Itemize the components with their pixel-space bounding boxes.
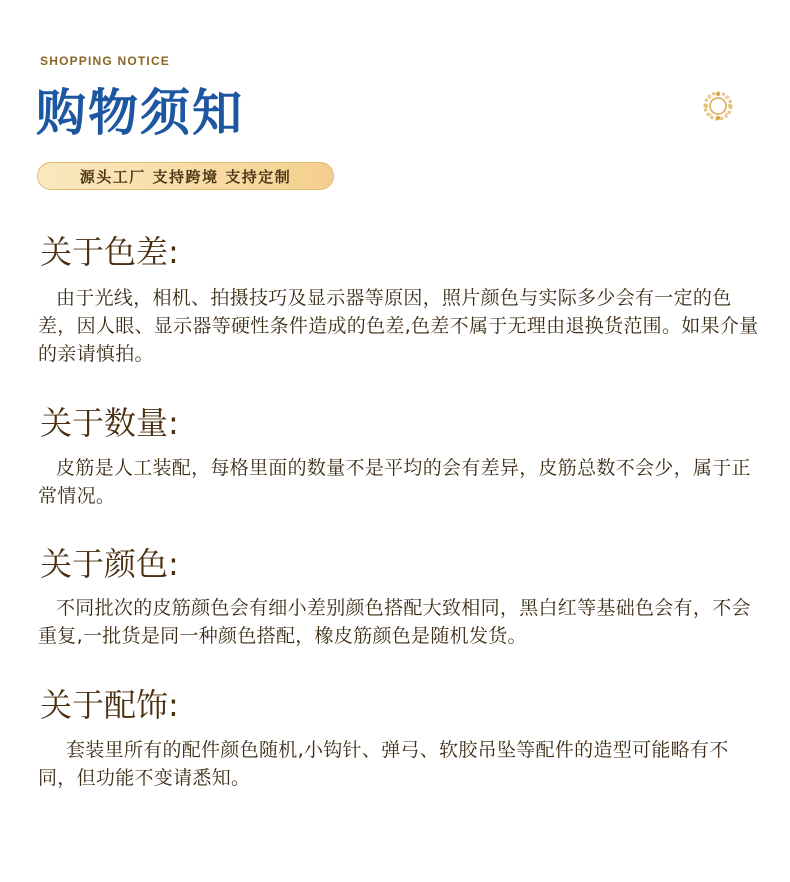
section-body-quantity: 皮筋是人工装配，每格里面的数量不是平均的会有差异，皮筋总数不会少，属于正常情况。	[38, 457, 751, 507]
section-body-color-difference: 由于光线，相机、拍摄技巧及显示器等原因，照片颜色与实际多少会有一定的色差，因人眼、显示器等硬性条件造成的色差,色差不属于无理由退换货范围。如果介量的亲请慎拍。	[38, 287, 759, 365]
page-title: 购物须知	[36, 84, 244, 142]
section-heading-color-difference: 关于色差:	[40, 233, 179, 271]
gold-wreath-emblem-icon	[700, 88, 736, 124]
section-heading-quantity: 关于数量:	[40, 404, 179, 442]
section-body-colors: 不同批次的皮筋颜色会有细小差别颜色搭配大致相同，黑白红等基础色会有，不会重复,一批货是同一种颜色搭配，橡皮筋颜色是随机发货。	[38, 597, 751, 647]
section-heading-accessories: 关于配饰:	[40, 686, 179, 724]
section-heading-colors: 关于颜色:	[40, 545, 179, 583]
tagline-text: 源头工厂 支持跨境 支持定制	[79, 167, 292, 186]
tagline-badge	[37, 162, 334, 190]
eyebrow-label: SHOPPING NOTICE	[40, 54, 171, 68]
section-body-accessories: 套装里所有的配件颜色随机,小钩针、弹弓、软胶吊坠等配件的造型可能略有不同，但功能不变请悉知。	[38, 739, 729, 789]
